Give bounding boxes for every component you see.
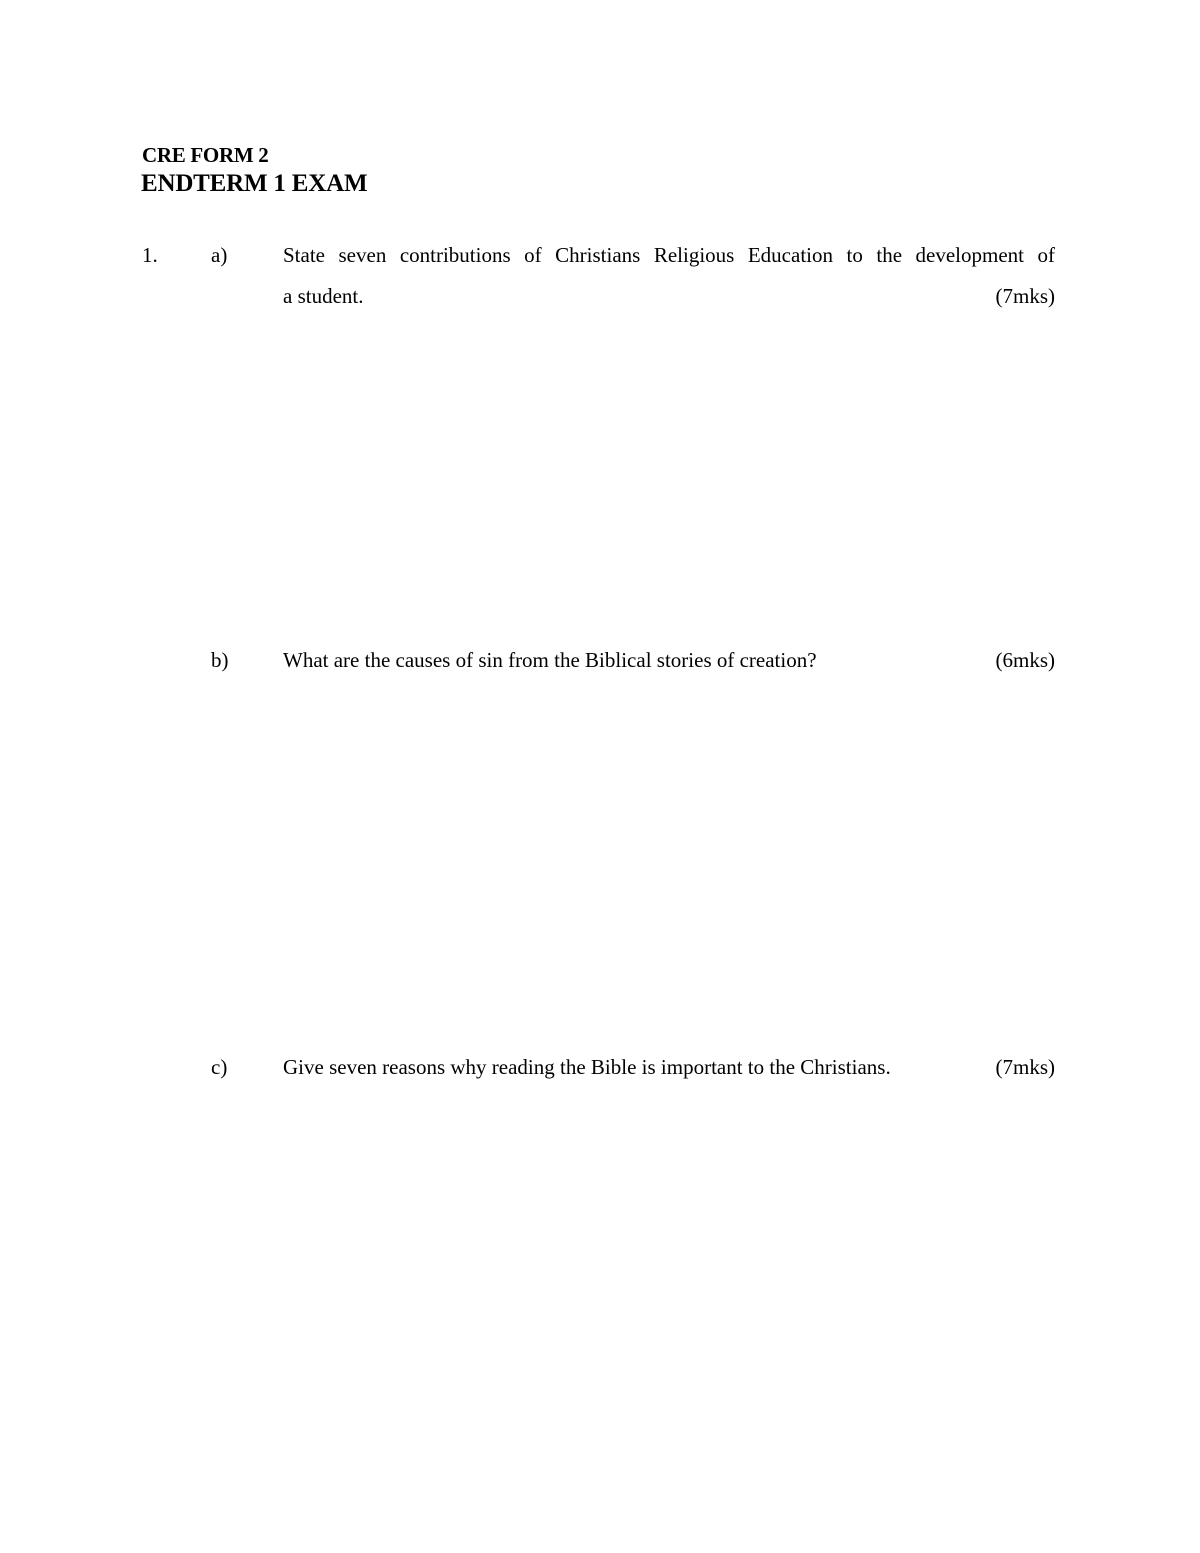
part-b-text-row bbox=[283, 640, 1055, 681]
question-number: 1. bbox=[142, 243, 158, 267]
part-a-text-line-1: State seven contributions of Christians Religious Education to the development of bbox=[283, 243, 1055, 267]
part-c-question bbox=[283, 1047, 1055, 1088]
part-c-text-row bbox=[283, 1047, 1055, 1088]
part-b-text: What are the causes of sin from the Biblical stories of creation? bbox=[283, 648, 817, 672]
part-b-question bbox=[283, 640, 1055, 681]
part-a-text-line-2-row bbox=[283, 276, 1055, 317]
part-c-label: c) bbox=[211, 1055, 228, 1079]
part-a-text-line-2: a student. bbox=[283, 284, 364, 308]
part-b-marks: (6mks) bbox=[995, 648, 1055, 672]
part-a-label: a) bbox=[211, 243, 228, 267]
subject-heading: CRE FORM 2 bbox=[142, 143, 269, 167]
part-c-text: Give seven reasons why reading the Bible is important to the Christians. bbox=[283, 1055, 891, 1079]
exam-title: ENDTERM 1 EXAM bbox=[141, 170, 368, 197]
part-a-question bbox=[283, 235, 1055, 317]
part-a-marks: (7mks) bbox=[995, 284, 1055, 308]
part-b-label: b) bbox=[211, 648, 229, 672]
part-c-marks: (7mks) bbox=[995, 1055, 1055, 1079]
